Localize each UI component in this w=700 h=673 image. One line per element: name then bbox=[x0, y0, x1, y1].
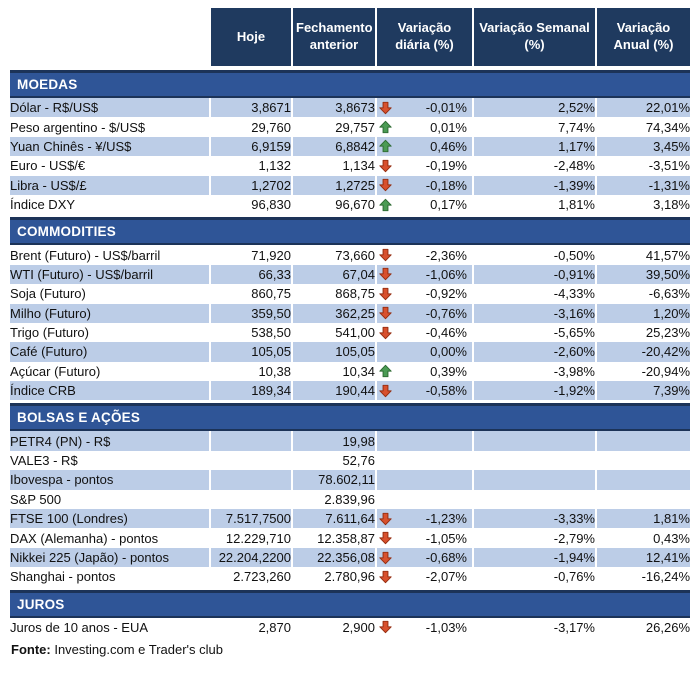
previous-close-value: 52,76 bbox=[292, 451, 376, 470]
daily-change-value: 0,01% bbox=[430, 119, 467, 135]
previous-close-value: 868,75 bbox=[292, 284, 376, 303]
previous-close-value: 541,00 bbox=[292, 323, 376, 342]
asset-label: Açúcar (Futuro) bbox=[10, 362, 210, 381]
today-value: 3,8671 bbox=[210, 97, 292, 117]
table-row bbox=[10, 470, 690, 489]
arrow-down-icon bbox=[379, 287, 394, 301]
section-header-row bbox=[10, 591, 690, 617]
previous-close-value: 2.839,96 bbox=[292, 490, 376, 509]
asset-label: Soja (Futuro) bbox=[10, 284, 210, 303]
today-value bbox=[210, 430, 292, 450]
table-row bbox=[10, 117, 690, 136]
table-row bbox=[10, 284, 690, 303]
annual-change-value: 41,57% bbox=[596, 244, 690, 264]
weekly-change-value: -0,76% bbox=[473, 567, 596, 586]
weekly-change-value: -3,17% bbox=[473, 617, 596, 637]
today-value bbox=[210, 490, 292, 509]
today-value: 189,34 bbox=[210, 381, 292, 400]
asset-label: S&P 500 bbox=[10, 490, 210, 509]
asset-label: DAX (Alemanha) - pontos bbox=[10, 528, 210, 547]
arrow-down-icon bbox=[379, 384, 394, 398]
weekly-change-value bbox=[473, 490, 596, 509]
today-value: 22.204,2200 bbox=[210, 548, 292, 567]
previous-close-value: 73,660 bbox=[292, 244, 376, 264]
today-value: 860,75 bbox=[210, 284, 292, 303]
weekly-change-value: 1,17% bbox=[473, 137, 596, 156]
daily-change-value: -0,18% bbox=[425, 177, 467, 193]
daily-change-value: -1,03% bbox=[425, 619, 467, 635]
annual-change-value: 1,81% bbox=[596, 509, 690, 528]
weekly-change-value: 7,74% bbox=[473, 117, 596, 136]
asset-label: WTI (Futuro) - US$/barril bbox=[10, 265, 210, 284]
annual-change-value: 39,50% bbox=[596, 265, 690, 284]
daily-change-value: -0,92% bbox=[425, 286, 467, 302]
today-value: 1,132 bbox=[210, 156, 292, 175]
weekly-change-value: -1,39% bbox=[473, 176, 596, 195]
table-row bbox=[10, 323, 690, 342]
daily-change-cell bbox=[376, 323, 473, 342]
section-header: MOEDAS bbox=[10, 72, 690, 98]
previous-close-value: 2,900 bbox=[292, 617, 376, 637]
previous-close-value: 29,757 bbox=[292, 117, 376, 136]
asset-label: Índice CRB bbox=[10, 381, 210, 400]
weekly-change-value: -0,91% bbox=[473, 265, 596, 284]
asset-label: Peso argentino - $/US$ bbox=[10, 117, 210, 136]
daily-change-value: -1,05% bbox=[425, 530, 467, 546]
previous-close-value: 7.611,64 bbox=[292, 509, 376, 528]
today-value: 12.229,710 bbox=[210, 528, 292, 547]
annual-change-value: 74,34% bbox=[596, 117, 690, 136]
table-row bbox=[10, 617, 690, 637]
asset-label: Juros de 10 anos - EUA bbox=[10, 617, 210, 637]
source-label: Fonte: bbox=[11, 641, 51, 657]
col-header-variacao-diaria: Variação diária (%) bbox=[376, 8, 473, 66]
daily-change-wrap bbox=[377, 431, 472, 450]
annual-change-value: -3,51% bbox=[596, 156, 690, 175]
table-row bbox=[10, 176, 690, 195]
today-value: 96,830 bbox=[210, 195, 292, 214]
weekly-change-value: -2,60% bbox=[473, 342, 596, 361]
col-header-hoje: Hoje bbox=[210, 8, 292, 66]
daily-change-cell bbox=[376, 156, 473, 175]
daily-change-value: -0,46% bbox=[425, 325, 467, 341]
annual-change-value: 3,18% bbox=[596, 195, 690, 214]
today-value: 7.517,7500 bbox=[210, 509, 292, 528]
previous-close-value: 10,34 bbox=[292, 362, 376, 381]
daily-change-wrap bbox=[377, 362, 472, 381]
daily-change-value: -1,06% bbox=[425, 266, 467, 282]
daily-change-wrap bbox=[377, 117, 472, 136]
col-header-variacao-anual: Variação Anual (%) bbox=[596, 8, 690, 66]
arrow-down-icon bbox=[379, 306, 394, 320]
daily-change-wrap bbox=[377, 284, 472, 303]
daily-change-wrap bbox=[377, 528, 472, 547]
column-header-row bbox=[10, 8, 690, 66]
weekly-change-value: -4,33% bbox=[473, 284, 596, 303]
daily-change-value: 0,17% bbox=[430, 197, 467, 213]
asset-label: Milho (Futuro) bbox=[10, 304, 210, 323]
no-icon bbox=[379, 345, 394, 359]
daily-change-cell bbox=[376, 430, 473, 450]
table-row bbox=[10, 244, 690, 264]
no-icon bbox=[379, 434, 394, 448]
weekly-change-value bbox=[473, 470, 596, 489]
annual-change-value: -1,31% bbox=[596, 176, 690, 195]
section-header-row bbox=[10, 405, 690, 431]
arrow-down-icon bbox=[379, 531, 394, 545]
arrow-down-icon bbox=[379, 267, 394, 281]
arrow-down-icon bbox=[379, 620, 394, 634]
asset-label: Dólar - R$/US$ bbox=[10, 97, 210, 117]
daily-change-wrap bbox=[377, 323, 472, 342]
table-row bbox=[10, 156, 690, 175]
daily-change-value: -0,68% bbox=[425, 550, 467, 565]
table-row bbox=[10, 97, 690, 117]
daily-change-cell bbox=[376, 265, 473, 284]
asset-label: Café (Futuro) bbox=[10, 342, 210, 361]
daily-change-cell bbox=[376, 244, 473, 264]
annual-change-value bbox=[596, 470, 690, 489]
asset-label: PETR4 (PN) - R$ bbox=[10, 430, 210, 450]
daily-change-cell bbox=[376, 137, 473, 156]
asset-label: Trigo (Futuro) bbox=[10, 323, 210, 342]
section-header: COMMODITIES bbox=[10, 219, 690, 245]
annual-change-value: 7,39% bbox=[596, 381, 690, 400]
annual-change-value: -16,24% bbox=[596, 567, 690, 586]
daily-change-cell bbox=[376, 117, 473, 136]
source-text: Investing.com e Trader's club bbox=[50, 641, 224, 657]
daily-change-cell bbox=[376, 195, 473, 214]
daily-change-cell bbox=[376, 509, 473, 528]
weekly-change-value bbox=[473, 451, 596, 470]
today-value: 2.723,260 bbox=[210, 567, 292, 586]
previous-close-value: 12.358,87 bbox=[292, 528, 376, 547]
daily-change-wrap bbox=[377, 451, 472, 470]
daily-change-wrap bbox=[377, 304, 472, 323]
table-row bbox=[10, 381, 690, 400]
section-header: BOLSAS E AÇÕES bbox=[10, 405, 690, 431]
asset-label: Libra - US$/£ bbox=[10, 176, 210, 195]
daily-change-value: -0,76% bbox=[425, 305, 467, 321]
weekly-change-value: 2,52% bbox=[473, 97, 596, 117]
annual-change-value bbox=[596, 490, 690, 509]
daily-change-wrap bbox=[377, 98, 472, 117]
today-value: 359,50 bbox=[210, 304, 292, 323]
daily-change-wrap bbox=[377, 470, 472, 489]
arrow-down-icon bbox=[379, 159, 394, 173]
annual-change-value: -20,42% bbox=[596, 342, 690, 361]
table-row bbox=[10, 195, 690, 214]
no-icon bbox=[379, 454, 394, 468]
annual-change-value: -20,94% bbox=[596, 362, 690, 381]
weekly-change-value: -2,48% bbox=[473, 156, 596, 175]
arrow-down-icon bbox=[379, 101, 394, 115]
daily-change-wrap bbox=[377, 509, 472, 528]
annual-change-value: -6,63% bbox=[596, 284, 690, 303]
annual-change-value bbox=[596, 430, 690, 450]
daily-change-cell bbox=[376, 284, 473, 303]
previous-close-value: 190,44 bbox=[292, 381, 376, 400]
arrow-up-icon bbox=[379, 139, 394, 153]
section-header: JUROS bbox=[10, 591, 690, 617]
previous-close-value: 105,05 bbox=[292, 342, 376, 361]
asset-label: Euro - US$/€ bbox=[10, 156, 210, 175]
daily-change-value: 0,00% bbox=[430, 344, 467, 360]
annual-change-value: 1,20% bbox=[596, 304, 690, 323]
today-value: 71,920 bbox=[210, 244, 292, 264]
asset-label: Nikkei 225 (Japão) - pontos bbox=[10, 548, 210, 567]
table-row bbox=[10, 137, 690, 156]
source-note bbox=[10, 642, 690, 657]
daily-change-cell bbox=[376, 304, 473, 323]
section-header-row bbox=[10, 72, 690, 98]
arrow-down-icon bbox=[379, 512, 394, 526]
daily-change-cell bbox=[376, 451, 473, 470]
daily-change-cell bbox=[376, 528, 473, 547]
table-row bbox=[10, 528, 690, 547]
arrow-down-icon bbox=[379, 178, 394, 192]
asset-label: Ibovespa - pontos bbox=[10, 470, 210, 489]
daily-change-wrap bbox=[377, 245, 472, 264]
table-row bbox=[10, 304, 690, 323]
table-row bbox=[10, 265, 690, 284]
daily-change-cell bbox=[376, 97, 473, 117]
annual-change-value: 12,41% bbox=[596, 548, 690, 567]
daily-change-value: -0,58% bbox=[425, 383, 467, 399]
daily-change-wrap bbox=[377, 381, 472, 400]
daily-change-cell bbox=[376, 470, 473, 489]
daily-change-cell bbox=[376, 617, 473, 637]
annual-change-value: 22,01% bbox=[596, 97, 690, 117]
daily-change-value: -2,07% bbox=[425, 569, 467, 585]
arrow-down-icon bbox=[379, 326, 394, 340]
weekly-change-value: -3,16% bbox=[473, 304, 596, 323]
weekly-change-value: -3,98% bbox=[473, 362, 596, 381]
weekly-change-value: -1,94% bbox=[473, 548, 596, 567]
today-value: 66,33 bbox=[210, 265, 292, 284]
today-value: 29,760 bbox=[210, 117, 292, 136]
weekly-change-value: -5,65% bbox=[473, 323, 596, 342]
weekly-change-value: 1,81% bbox=[473, 195, 596, 214]
arrow-down-icon bbox=[379, 248, 394, 262]
arrow-up-icon bbox=[379, 120, 394, 134]
daily-change-wrap bbox=[377, 490, 472, 509]
previous-close-value: 362,25 bbox=[292, 304, 376, 323]
daily-change-wrap bbox=[377, 618, 472, 637]
annual-change-value: 25,23% bbox=[596, 323, 690, 342]
daily-change-wrap bbox=[377, 265, 472, 284]
previous-close-value: 22.356,08 bbox=[292, 548, 376, 567]
col-header-variacao-semanal: Variação Semanal (%) bbox=[473, 8, 596, 66]
daily-change-value: 0,39% bbox=[430, 363, 467, 379]
weekly-change-value: -2,79% bbox=[473, 528, 596, 547]
previous-close-value: 78.602,11 bbox=[292, 470, 376, 489]
asset-label: Yuan Chinês - ¥/US$ bbox=[10, 137, 210, 156]
annual-change-value bbox=[596, 451, 690, 470]
table-row bbox=[10, 362, 690, 381]
previous-close-value: 96,670 bbox=[292, 195, 376, 214]
daily-change-cell bbox=[376, 176, 473, 195]
today-value: 6,9159 bbox=[210, 137, 292, 156]
daily-change-wrap bbox=[377, 156, 472, 175]
table-row bbox=[10, 509, 690, 528]
daily-change-value: -0,01% bbox=[425, 100, 467, 116]
asset-label: FTSE 100 (Londres) bbox=[10, 509, 210, 528]
weekly-change-value: -1,92% bbox=[473, 381, 596, 400]
no-icon bbox=[379, 492, 394, 506]
previous-close-value: 1,134 bbox=[292, 156, 376, 175]
daily-change-value: -1,23% bbox=[425, 511, 467, 527]
daily-change-value: -2,36% bbox=[425, 247, 467, 263]
previous-close-value: 67,04 bbox=[292, 265, 376, 284]
arrow-down-icon bbox=[379, 570, 394, 584]
col-header-fechamento-anterior: Fechamento anterior bbox=[292, 8, 376, 66]
today-value: 538,50 bbox=[210, 323, 292, 342]
table-row bbox=[10, 548, 690, 567]
previous-close-value: 6,8842 bbox=[292, 137, 376, 156]
table-row bbox=[10, 451, 690, 470]
asset-label: VALE3 - R$ bbox=[10, 451, 210, 470]
today-value: 10,38 bbox=[210, 362, 292, 381]
corner-spacer bbox=[10, 8, 210, 66]
daily-change-wrap bbox=[377, 342, 472, 361]
weekly-change-value bbox=[473, 430, 596, 450]
weekly-change-value: -0,50% bbox=[473, 244, 596, 264]
daily-change-cell bbox=[376, 567, 473, 586]
daily-change-cell bbox=[376, 381, 473, 400]
arrow-down-icon bbox=[379, 551, 394, 565]
annual-change-value: 26,26% bbox=[596, 617, 690, 637]
table-row bbox=[10, 490, 690, 509]
no-icon bbox=[379, 473, 394, 487]
weekly-change-value: -3,33% bbox=[473, 509, 596, 528]
today-value: 1,2702 bbox=[210, 176, 292, 195]
arrow-up-icon bbox=[379, 198, 394, 212]
daily-change-wrap bbox=[377, 195, 472, 214]
previous-close-value: 2.780,96 bbox=[292, 567, 376, 586]
asset-label: Brent (Futuro) - US$/barril bbox=[10, 244, 210, 264]
previous-close-value: 3,8673 bbox=[292, 97, 376, 117]
section-header-row bbox=[10, 219, 690, 245]
table-row bbox=[10, 342, 690, 361]
previous-close-value: 19,98 bbox=[292, 430, 376, 450]
asset-label: Shanghai - pontos bbox=[10, 567, 210, 586]
daily-change-cell bbox=[376, 490, 473, 509]
market-quotes-table bbox=[10, 8, 690, 637]
annual-change-value: 0,43% bbox=[596, 528, 690, 547]
today-value bbox=[210, 470, 292, 489]
daily-change-value: 0,46% bbox=[430, 138, 467, 154]
previous-close-value: 1,2725 bbox=[292, 176, 376, 195]
today-value: 105,05 bbox=[210, 342, 292, 361]
daily-change-value: -0,19% bbox=[425, 158, 467, 174]
daily-change-cell bbox=[376, 362, 473, 381]
annual-change-value: 3,45% bbox=[596, 137, 690, 156]
daily-change-wrap bbox=[377, 548, 472, 567]
daily-change-cell bbox=[376, 548, 473, 567]
today-value bbox=[210, 451, 292, 470]
asset-label: Índice DXY bbox=[10, 195, 210, 214]
today-value: 2,870 bbox=[210, 617, 292, 637]
arrow-up-icon bbox=[379, 364, 394, 378]
table-row bbox=[10, 430, 690, 450]
daily-change-wrap bbox=[377, 567, 472, 586]
daily-change-cell bbox=[376, 342, 473, 361]
daily-change-wrap bbox=[377, 176, 472, 195]
daily-change-wrap bbox=[377, 137, 472, 156]
table-row bbox=[10, 567, 690, 586]
